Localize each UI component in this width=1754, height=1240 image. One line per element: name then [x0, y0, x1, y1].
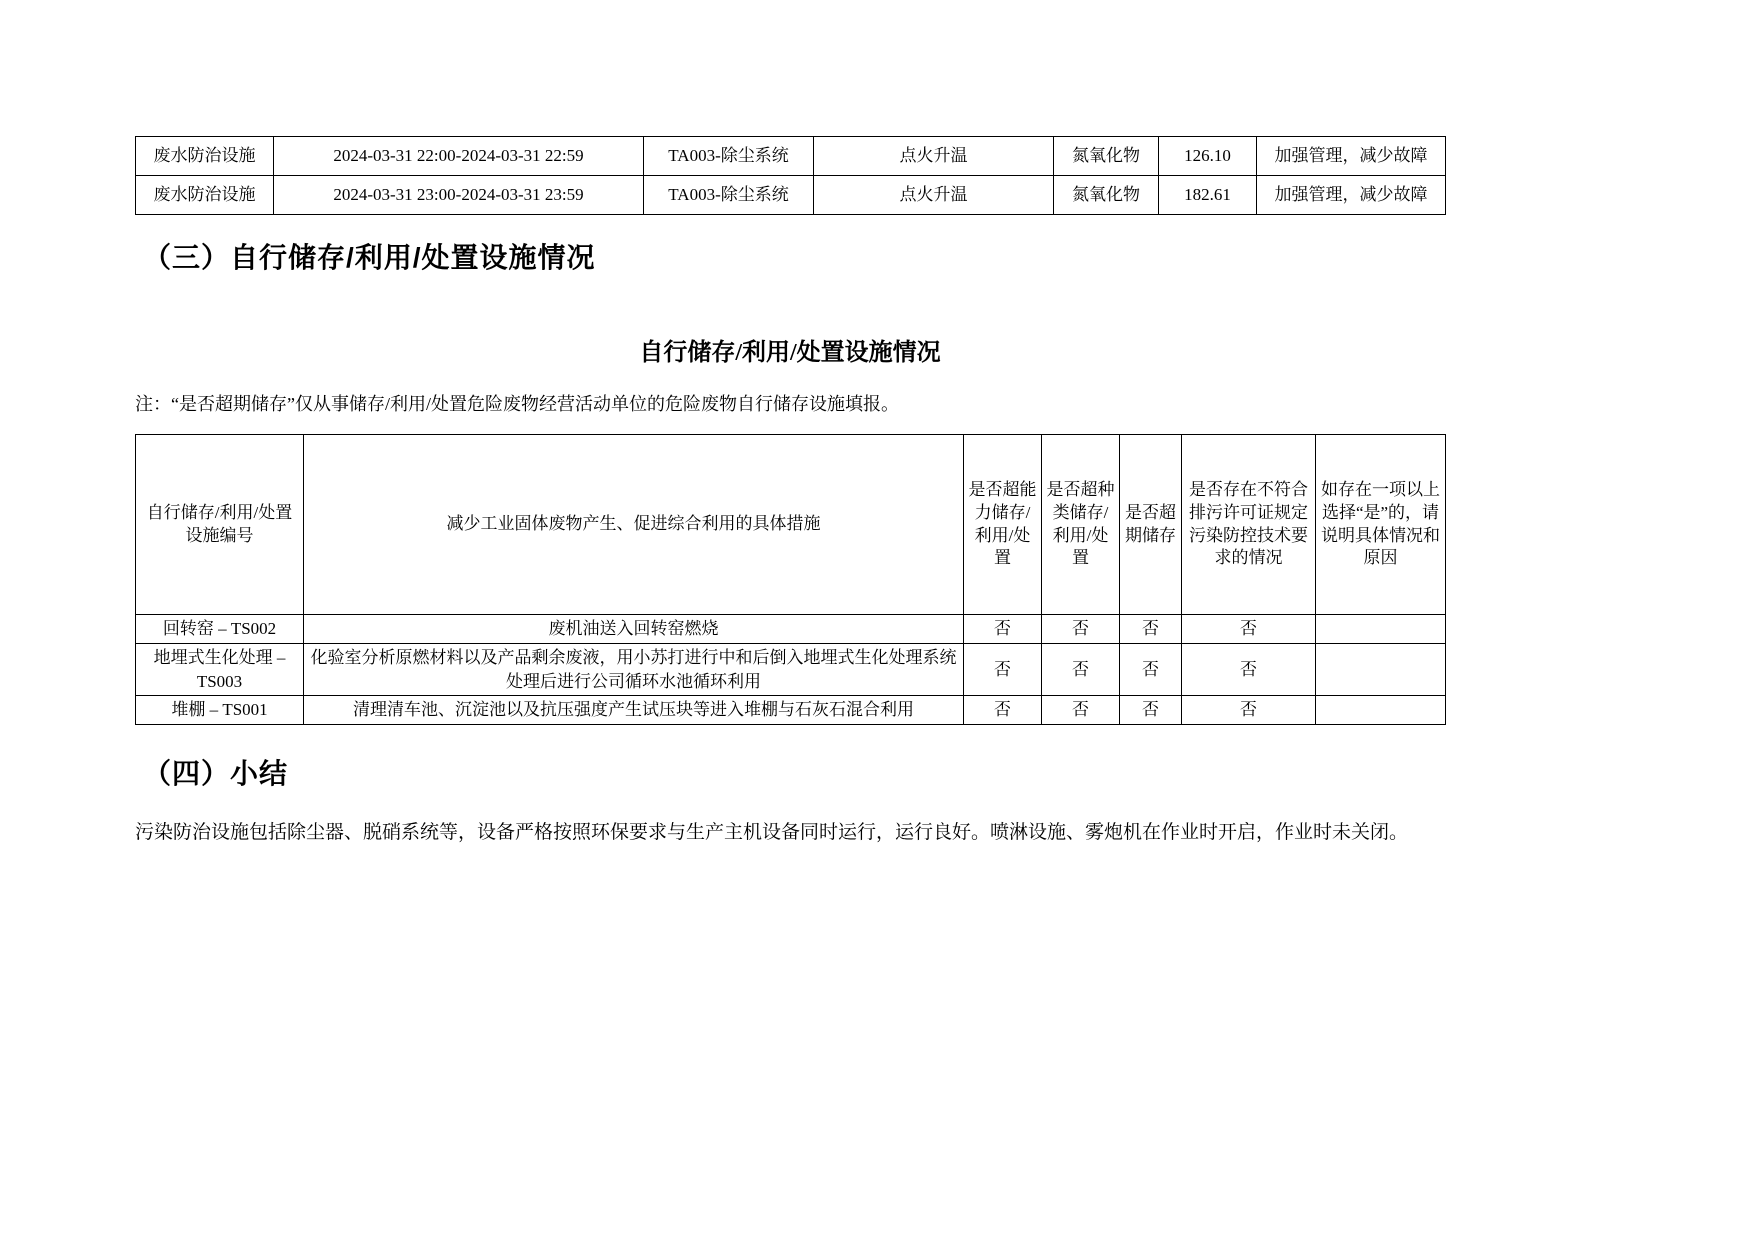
cell-condition: 点火升温 — [814, 137, 1054, 176]
table-row — [136, 176, 1446, 215]
section-four-heading: （四）小结 — [143, 758, 289, 789]
cell-over-period: 否 — [1120, 643, 1182, 696]
cell-over-type: 否 — [1042, 643, 1120, 696]
header-measures: 减少工业固体废物产生、促进综合利用的具体措施 — [304, 435, 964, 615]
cell-facility: 废水防治设施 — [136, 137, 274, 176]
header-facility-id: 自行储存/利用/处置设施编号 — [136, 435, 304, 615]
table-row — [136, 137, 1446, 176]
cell-non-compliance: 否 — [1182, 643, 1316, 696]
table-title: 自行储存/利用/处置设施情况 — [639, 340, 941, 366]
cell-measures: 化验室分析原燃材料以及产品剩余废液，用小苏打进行中和后倒入地埋式生化处理系统处理后进行公司循环水池循环利用 — [304, 643, 964, 696]
cell-over-capacity: 否 — [964, 643, 1042, 696]
self-storage-facility-table — [135, 434, 1446, 725]
header-over-capacity: 是否超能力储存/利用/处置 — [964, 435, 1042, 615]
cell-measures: 废机油送入回转窑燃烧 — [304, 615, 964, 644]
header-non-compliance: 是否存在不符合排污许可证规定污染防控技术要求的情况 — [1182, 435, 1316, 615]
cell-facility: 废水防治设施 — [136, 176, 274, 215]
table-header-row — [136, 435, 1446, 615]
section-three-heading: （三）自行储存/利用/处置设施情况 — [143, 242, 596, 273]
cell-non-compliance: 否 — [1182, 696, 1316, 725]
cell-time-range: 2024-03-31 22:00-2024-03-31 22:59 — [274, 137, 644, 176]
cell-condition: 点火升温 — [814, 176, 1054, 215]
cell-value: 126.10 — [1159, 137, 1257, 176]
cell-explanation — [1316, 643, 1446, 696]
cell-pollutant: 氮氧化物 — [1054, 176, 1159, 215]
cell-over-capacity: 否 — [964, 696, 1042, 725]
cell-facility-id: 堆棚 – TS001 — [136, 696, 304, 725]
table-row — [136, 615, 1446, 644]
cell-system: TA003-除尘系统 — [644, 176, 814, 215]
exceedance-table — [135, 136, 1446, 215]
cell-value: 182.61 — [1159, 176, 1257, 215]
cell-measure: 加强管理，减少故障 — [1257, 137, 1446, 176]
table-note: 注：“是否超期储存”仅从事储存/利用/处置危险废物经营活动单位的危险废物自行储存设施填报。 — [135, 394, 899, 414]
cell-non-compliance: 否 — [1182, 615, 1316, 644]
cell-facility-id: 地埋式生化处理 – TS003 — [136, 643, 304, 696]
cell-measure: 加强管理，减少故障 — [1257, 176, 1446, 215]
table-row — [136, 643, 1446, 696]
table-row — [136, 696, 1446, 725]
cell-system: TA003-除尘系统 — [644, 137, 814, 176]
header-over-type: 是否超种类储存/利用/处置 — [1042, 435, 1120, 615]
cell-over-period: 否 — [1120, 615, 1182, 644]
cell-explanation — [1316, 615, 1446, 644]
cell-pollutant: 氮氧化物 — [1054, 137, 1159, 176]
cell-time-range: 2024-03-31 23:00-2024-03-31 23:59 — [274, 176, 644, 215]
cell-measures: 清理清车池、沉淀池以及抗压强度产生试压块等进入堆棚与石灰石混合利用 — [304, 696, 964, 725]
summary-paragraph: 污染防治设施包括除尘器、脱硝系统等，设备严格按照环保要求与生产主机设备同时运行，运行良好。喷淋设施、雾炮机在作业时开启，作业时未关闭。 — [135, 822, 1409, 843]
cell-facility-id: 回转窑 – TS002 — [136, 615, 304, 644]
cell-over-type: 否 — [1042, 615, 1120, 644]
cell-over-period: 否 — [1120, 696, 1182, 725]
cell-over-type: 否 — [1042, 696, 1120, 725]
header-over-period: 是否超期储存 — [1120, 435, 1182, 615]
header-explanation: 如存在一项以上选择“是”的，请说明具体情况和原因 — [1316, 435, 1446, 615]
cell-over-capacity: 否 — [964, 615, 1042, 644]
cell-explanation — [1316, 696, 1446, 725]
